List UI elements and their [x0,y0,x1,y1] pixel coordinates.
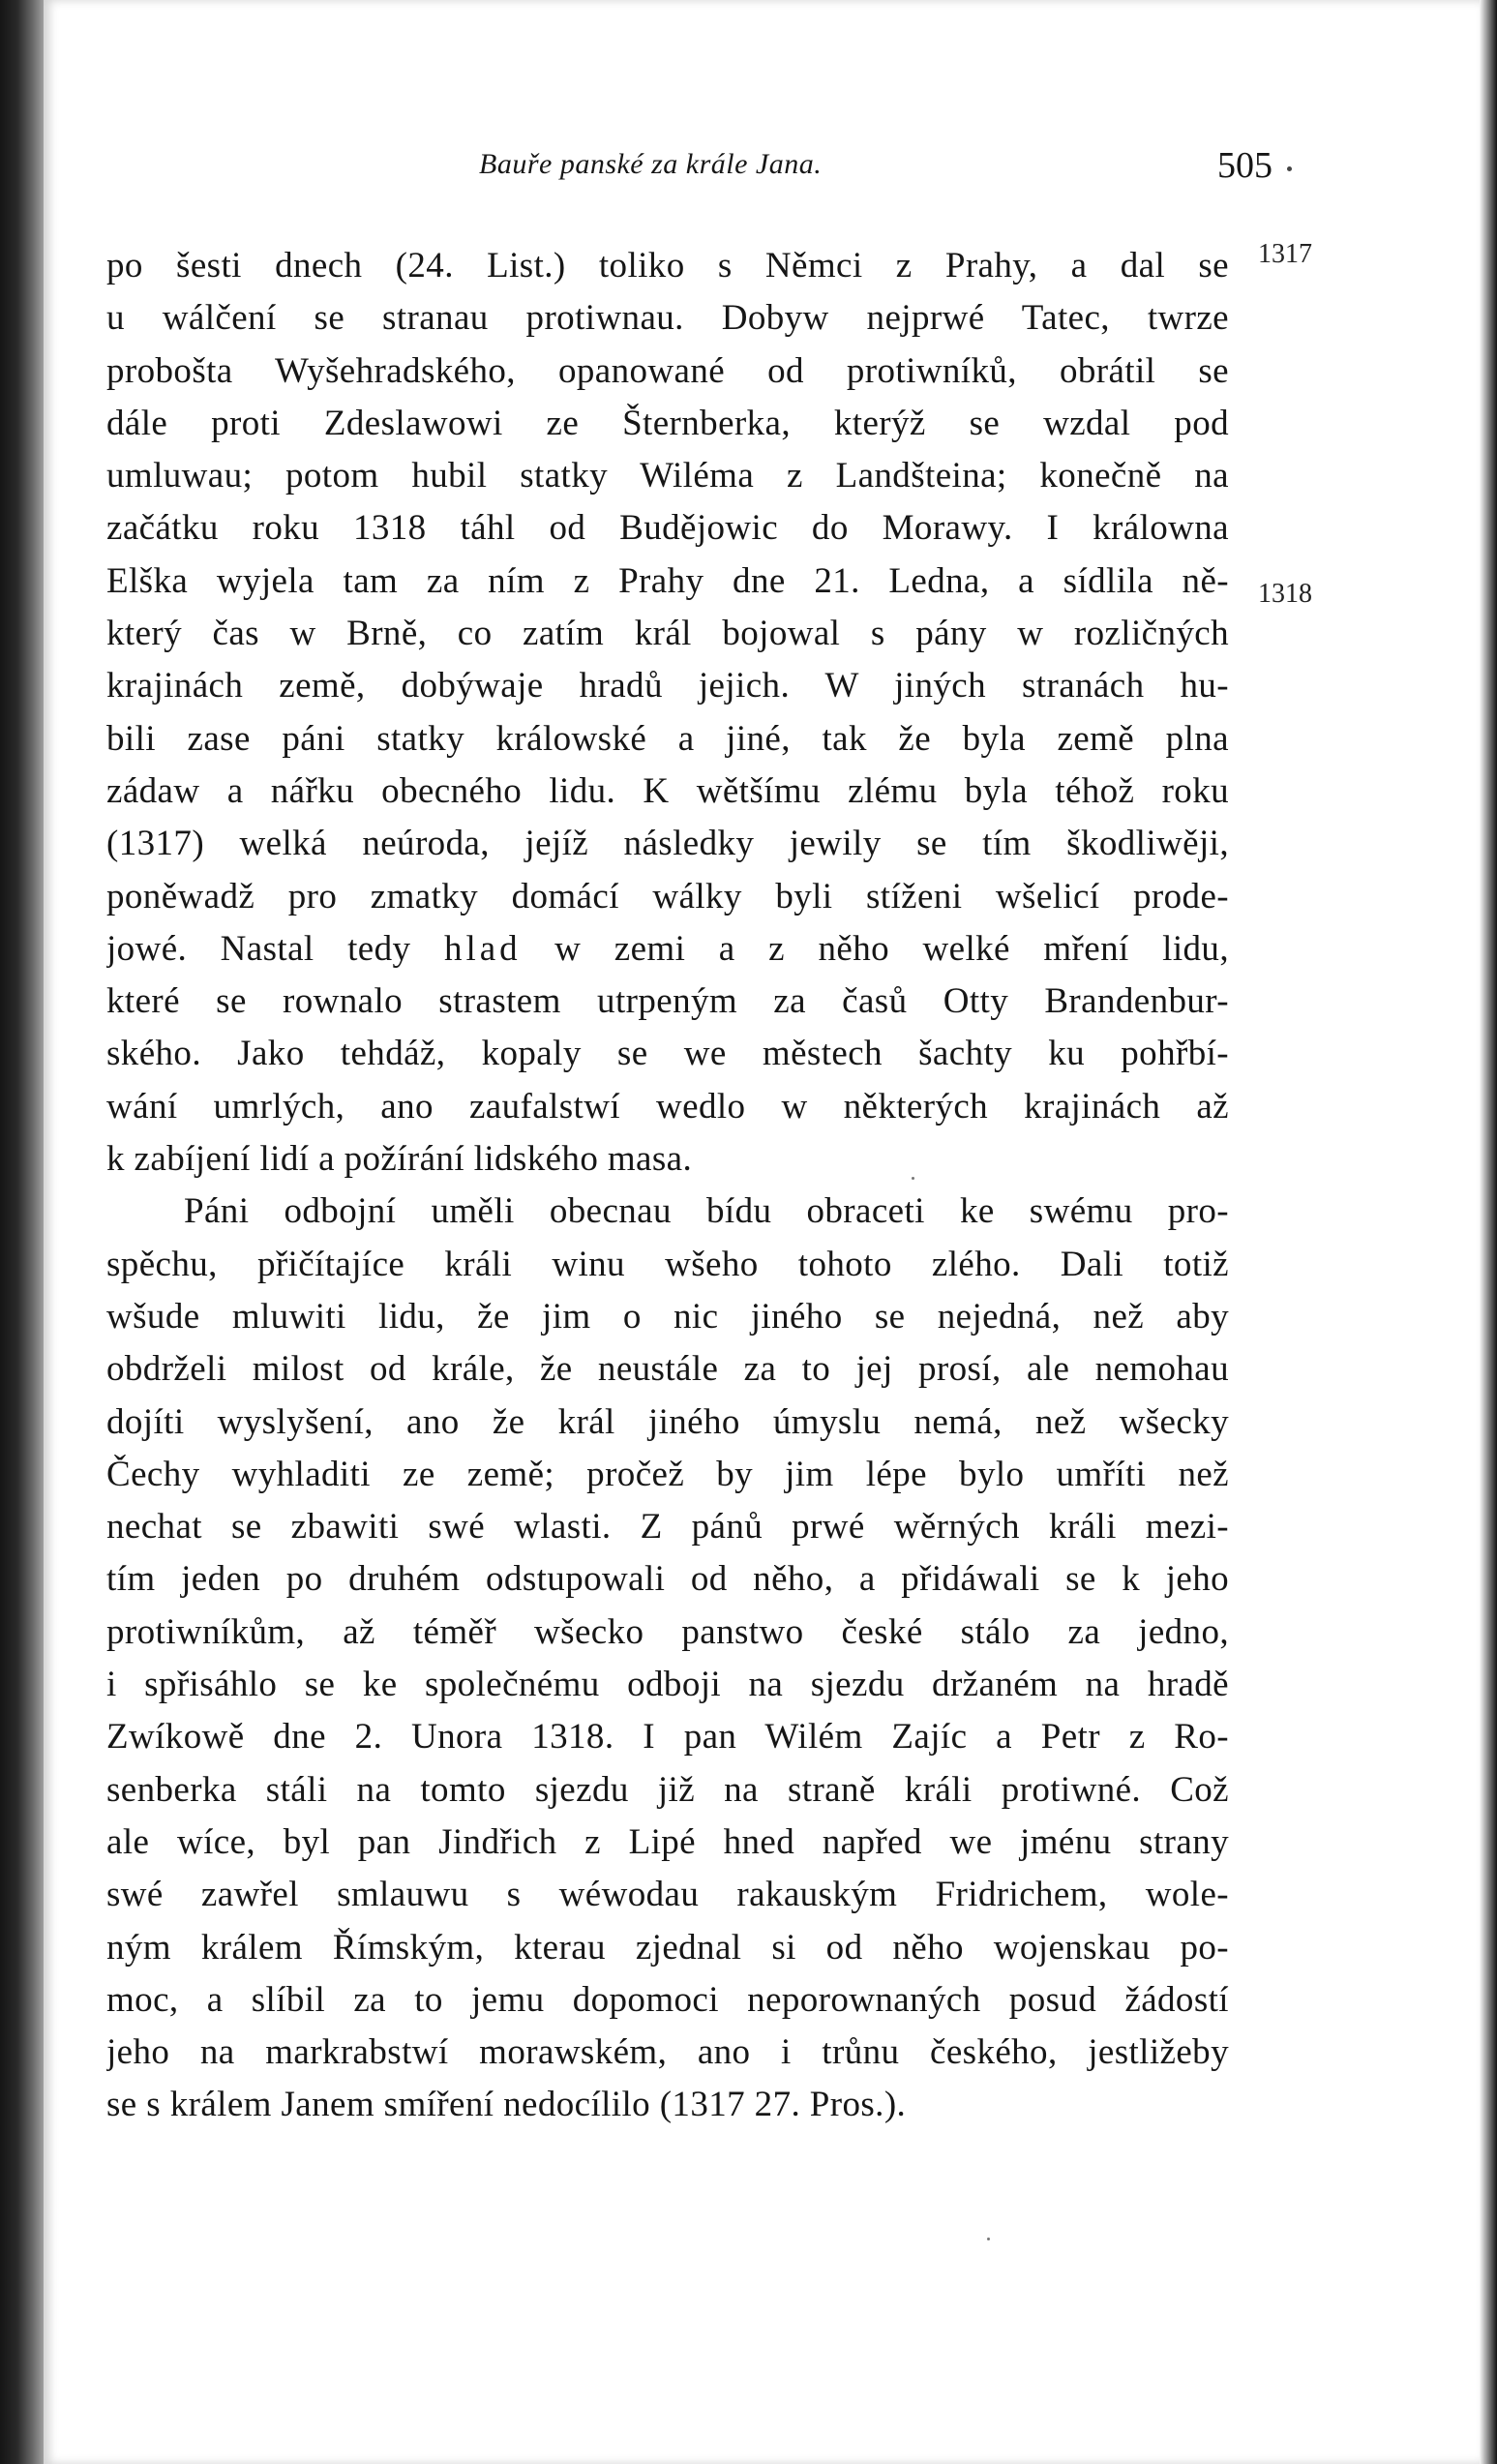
text-line: krajinách země, dobýwaje hradů jejich. W jiných stranách hu- [106,666,1229,706]
text-line: po šesti dnech (24. List.) toliko s Němci z Prahy, a dal se [106,246,1229,285]
text-line: spěchu, přičítajíce králi winu wšeho tohoto zlého. Dali totiž [106,1244,1229,1284]
page-number: 505 [1217,145,1272,186]
text-line: (1317) welká neúroda, jejíž následky jewily se tím škodliwěji, [106,824,1229,864]
text-line: bili zase páni statky králowské a jiné, tak že byla země plna [106,718,1229,759]
text-line: moc, a slíbil za to jemu dopomoci neporownaných posud žádostí [106,1979,1229,2020]
text-line: Elška wyjela tam za ním z Prahy dne 21. Ledna, a sídlila ně- [106,560,1229,601]
text-line: nechat se zbawiti swé wlasti. Z pánů prwé wěrných králi mezi- [106,1507,1229,1548]
text-line: ského. Jako tehdáž, kopaly se we městech šachty ku pohřbí- [106,1034,1229,1074]
margin-year-1317: 1317 [1258,239,1312,269]
text-fragment: w zemi a z něho welké mření lidu, [554,928,1229,969]
text-line: wání umrlých, ano zaufalstwí wedlo w některých krajinách až [106,1086,1229,1127]
text-line: Čechy wyhladiti ze země; pročež by jim lépe bylo umříti než [106,1454,1229,1494]
text-line: protiwníkům, až téměř wšecko panstwo české stálo za jedno, [106,1611,1229,1652]
text-line: senberka stáli na tomto sjezdu již na straně králi protiwné. Což [106,1769,1229,1810]
text-line: začátku roku 1318 táhl od Budějowic do Morawy. I králowna [106,508,1229,549]
scan-edge-right [1480,0,1497,2464]
emphasized-word: hlad [443,928,522,969]
text-line-with-emphasis [106,923,1229,976]
text-line: se s králem Janem smíření nedocílilo (1317 27. Pros.). [106,2085,907,2125]
text-line: který čas w Brně, co zatím král bojowal s pány w rozličných [106,614,1229,654]
running-head: Bauře panské za krále Jana. [479,148,823,180]
margin-year-1318: 1318 [1258,579,1312,609]
text-line: wšude mluwiti lidu, že jim o nic jiného se nejedná, než aby [106,1296,1229,1337]
text-line: tím jeden po druhém odstupowali od něho, a přidáwali se k jeho [106,1559,1229,1600]
text-line: ale wíce, byl pan Jindřich z Lipé hned napřed we jménu strany [106,1821,1229,1862]
text-line: poněwadž pro zmatky domácí wálky byli stíženi wšelicí prode- [106,876,1229,916]
text-line: Zwíkowě dne 2. Unora 1318. I pan Wilém Zajíc a Petr z Ro- [106,1717,1229,1758]
text-line: Páni odbojní uměli obecnau bídu obraceti ke swému pro- [184,1191,1229,1232]
text-line: k zabíjení lidí a požírání lidského masa. [106,1139,693,1180]
text-line: zádaw a nářku obecného lidu. K wětšímu zlému byla téhož roku [106,770,1229,811]
print-speck [987,2238,990,2240]
text-line: i spřisáhlo se ke společnému odboji na sjezdu držaném na hradě [106,1665,1229,1705]
text-line: jeho na markrabstwí morawském, ano i trůnu českého, jestližeby [106,2032,1229,2073]
text-line: u wálčení se stranau protiwnau. Dobyw nejprwé Tatec, twrze [106,298,1229,339]
text-fragment: jowé. Nastal tedy [106,928,411,969]
text-line: probošta Wyšehradského, opanowané od protiwníků, obrátil se [106,350,1229,391]
page-header [479,145,1272,191]
body-text [106,240,1229,2132]
header-dot [1287,166,1292,171]
text-line: swé zawřel smlauwu s wéwodau rakauským Fridrichem, wole- [106,1875,1229,1915]
text-line: umluwau; potom hubil statky Wiléma z Landšteina; konečně na [106,456,1229,496]
text-line: které se rownalo strastem utrpeným za časů Otty Brandenbur- [106,981,1229,1022]
text-line: ným králem Římským, kterau zjednal si od něho wojenskau po- [106,1927,1229,1968]
text-line: dojíti wyslyšení, ano že král jiného úmyslu nemá, než wšecky [106,1401,1229,1442]
text-line: obdrželi milost od krále, že neustále za to jej prosí, ale nemohau [106,1349,1229,1390]
text-line: dále proti Zdeslawowi ze Šternberka, kterýž se wzdal pod [106,403,1229,443]
print-speck [912,1177,914,1180]
